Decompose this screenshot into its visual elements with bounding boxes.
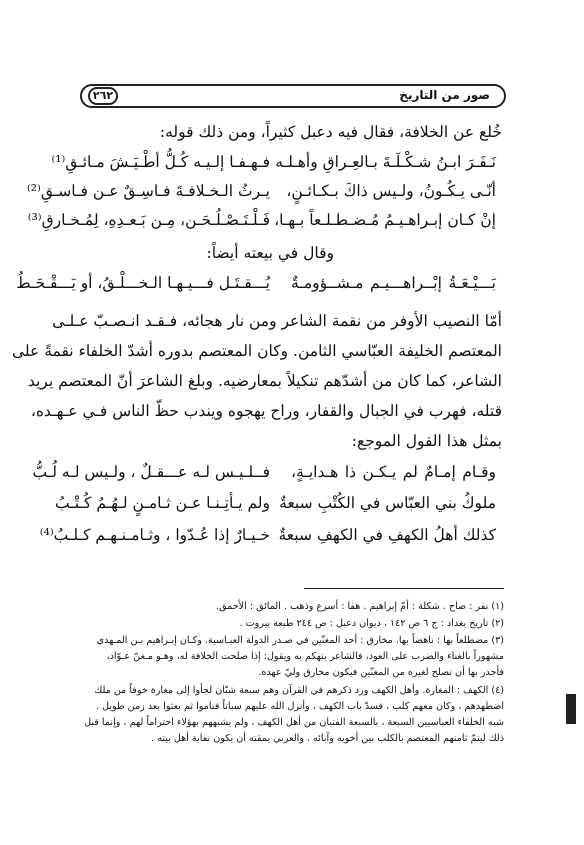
intro-line: خُلع عن الخلافة، فقال فيه دعبل كثيراً، ومن ذلك قوله: bbox=[159, 123, 502, 141]
single-verse-left: يُـــقـتَـل فـــيـهـا الـخـــلْـقُ، أو يَـــقْـحَـطُ bbox=[16, 274, 270, 292]
poem2-verse3-left: خـيـارٌ إذا عُـدّوا ، وثـامـنـهـم كـلـبُ⁽⁴⁾ bbox=[39, 526, 270, 544]
poem1-verse3-right: إنْ كـان إبـراهـيـمُ مُـضـطـلـعاً بـهـا، bbox=[274, 211, 496, 229]
poem2-verse3-right: كذلك أهلُ الكهفِ في الكهفِ سبعةٌ bbox=[278, 526, 496, 544]
page-header bbox=[80, 84, 506, 108]
prose-line: المعتصم الخليفة العبّاسي الثامن. وكان المعتصم بدوره أشدّ الخلفاء نقمةً على bbox=[11, 342, 502, 360]
poem2-verse1-right: وقـام إمـامٌ لم يـكـن ذا هـدايـةٍ، bbox=[291, 463, 496, 481]
page-edge-tab bbox=[566, 694, 576, 724]
footnote-line: ذلك ليتمّ ثامنهم المعتصم بالكلب بين أخويه وآبائه . والعربي يمقته أن يكون نفاية أهل بيته . bbox=[151, 733, 504, 744]
running-title: صور من التاريخ bbox=[399, 88, 490, 102]
poem1-verse1-left: فـهـفـا إلـيـه كُـلُّ أطْـيَـشَ مـائـقِ⁽¹⁾ bbox=[51, 153, 270, 171]
single-verse-right: بَـــيْـعَـةُ إبْــراهـــيـم مـشــؤومـةٌ bbox=[291, 274, 496, 292]
footnote-line: (٤) الكهف : المغارة. وأهل الكهف ورد ذكرهم في القرآن وهم سبعة شبّان لجأوا إلى مغارة خوفاً من ملك bbox=[94, 685, 504, 696]
prose-line: بمثل هذا القول الموجع: bbox=[351, 432, 502, 450]
footnote-rule bbox=[304, 588, 504, 589]
poem1-verse2-left: يـرثُ الـخـلافـةَ فـاسِـقٌ عـن فـاسـقِ⁽²⁾ bbox=[26, 182, 270, 200]
footnote-line: (١) نفر : صاح . شكلة : أمّ إبراهيم . هفا : أسرع وذهب . المائق : الأحمق. bbox=[216, 601, 504, 612]
footnote-line: شبه الخلفاء العباسيين السبعة ، بالسبعة الفتيان من أهل الكهف ، ولم يشبههم بهؤلاء احتراماً لهم ، وإنما قبل bbox=[84, 717, 504, 728]
poem2-verse1-left: فــلـيـس لـه عـــقـلٌ ، ولـيس لـه لُـبُّ bbox=[32, 463, 270, 481]
footnote-line: (٣) مضطلعاً بها : ناهضاً بها. مخارق : أحد المغنّين في صـدر الدولة العبـاسية. وكـان إبـراهيم بـن المـهدي bbox=[96, 635, 504, 646]
poem2-verse2-right: ملوكُ بني العبّاس في الكُتْبِ سبعةٌ bbox=[279, 494, 496, 512]
poem1-verse3-left: فَـلْـتَـصْـلُـحَـن، مِـن بَـعـدِهِ، لِمُـخـارقِ⁽³⁾ bbox=[27, 211, 270, 229]
poem1-verse1-right: نَـفَـرَ ابـنُ شـكْـلَـةَ بـالعِـراقِ وأهـلـه bbox=[275, 153, 496, 171]
footnote-line: مشهوراً بالغناء والضرب على العود، فالشاعر يتهكم به ويقول: إذا صلحت الخلافة له، وهـو مـغنّ عـوّاد، bbox=[106, 651, 504, 662]
page-number-badge: ٢٦٢ bbox=[88, 87, 118, 105]
footnote-line: (٢) تاريخ بغداد : ج ٦ ص ١٤٢ ، ديوان دعبل : ص ٢٤٤ طبعة بيروت . bbox=[239, 618, 504, 629]
prose-line: أمّا النصيب الأوفر من نقمة الشاعر ومن نار هجائه، فـقـد انـصـبّ عـلـى bbox=[52, 312, 502, 330]
poem1-verse2-right: أنّـى يـكُـونُ، ولـيس ذاكَ بـكـائـنٍ، bbox=[286, 182, 496, 200]
prose-line: قتله، فهرب في الجبال والقفار، وراح يهجوه ويندب حظّ الناس فـي عـهـده، bbox=[30, 402, 502, 420]
poem2-verse2-left: ولم يـأتِـنـا عـن ثـامـنٍ لـهُـمُ كُـتْـبُ bbox=[55, 494, 270, 512]
footnote-line: فأجدر بها أن تصلح لغيره من المغنّين فيكون مخارق وليّ عهده. bbox=[258, 667, 504, 678]
bay-a-intro: وقال في بيعته أيضاً: bbox=[206, 244, 334, 262]
footnote-line: اضطهدهم ، وكان معهم كلب ، فسدّ باب الكهف ، وأنزل الله عليهم سباتاً فناموا ثم بعثوا بعد زمن طويل . bbox=[95, 701, 504, 712]
prose-line: الشاعر، كما كان من أشدّهم تنكيلاً بمعارضيه. وبلغ الشاعرَ أنّ المعتصم يريد bbox=[27, 372, 502, 390]
